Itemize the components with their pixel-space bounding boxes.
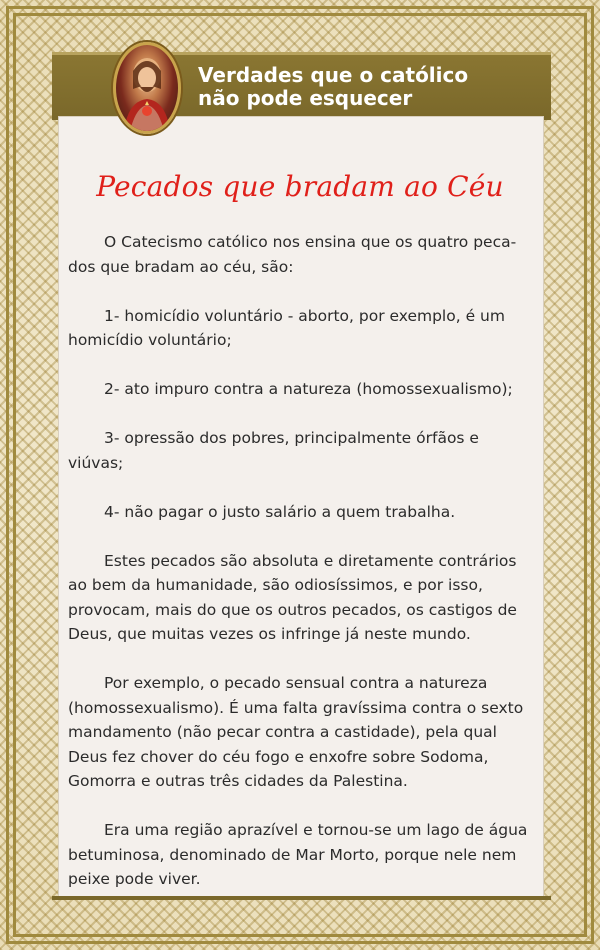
- footer-divider: [52, 896, 551, 900]
- paragraph: Era uma região aprazível e tornou-se um lago de água betuminosa, denominado de Mar Morto, porque nele nem peixe pode viver.: [68, 821, 528, 888]
- page-title: Pecados que bradam ao Céu: [96, 170, 504, 203]
- article-body: [68, 230, 532, 916]
- paragraph: 4- não pagar o justo salário a quem trabalha.: [104, 502, 456, 521]
- header-title-line2: não pode esquecer: [198, 86, 413, 110]
- paragraph: Por exemplo, o pecado sensual contra a natureza (homossexualismo). É uma falta gravíssima contra o sexto mandamento (não pecar contra a castidade), pela qual Deus fez chover do céu fogo e enxofre sobre Sodoma, Gomorra e outras três cidades da Palestina.: [68, 674, 524, 790]
- sacred-heart-icon: [113, 42, 181, 134]
- paragraph: 1- homicídio voluntário - aborto, por exemplo, é um homicídio voluntário;: [68, 306, 505, 349]
- paragraph: 3- opressão dos pobres, principalmente órfãos e viúvas;: [68, 429, 479, 472]
- paragraph: 2- ato impuro contra a natureza (homossexualismo);: [104, 380, 513, 398]
- paragraph: Estes pecados são absoluta e diretamente contrários ao bem da humanidade, são odiosíssimos, e por isso, provocam, mais do que os outros pecados, os castigos de Deus, que muitas vezes os infringe já neste mundo.: [68, 551, 517, 643]
- paragraph: O Catecismo católico nos ensina que os quatro peca-dos que bradam ao céu, são:: [68, 233, 517, 276]
- header-title: [198, 64, 518, 110]
- header-title-line1: Verdades que o católico: [198, 63, 469, 87]
